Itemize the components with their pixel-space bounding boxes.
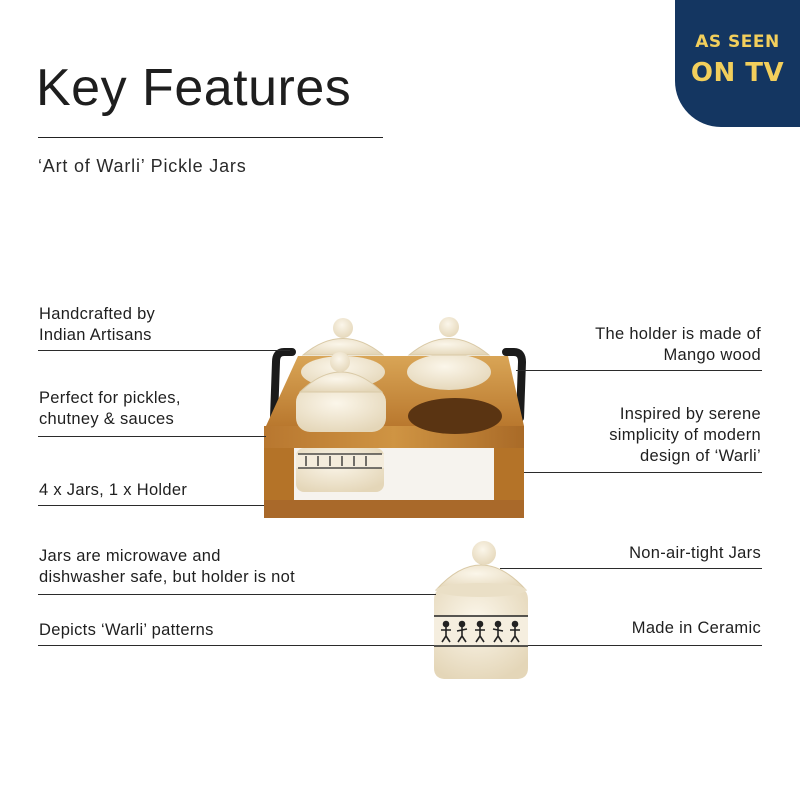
feature-leader-line xyxy=(38,436,266,437)
feature-microwave-safe: Jars are microwave and dishwasher safe, but holder is not xyxy=(39,547,296,586)
holder-set-image xyxy=(264,317,524,518)
feature-mango-wood: The holder is made of Mango wood xyxy=(595,325,761,364)
feature-leader-line xyxy=(528,645,762,646)
feature-ceramic: Made in Ceramic xyxy=(631,619,761,637)
feature-leader-line xyxy=(524,472,762,473)
feature-jars-holder-count: 4 x Jars, 1 x Holder xyxy=(39,481,188,499)
badge-line-2: ON TV xyxy=(690,58,785,88)
feature-leader-line xyxy=(38,350,290,351)
feature-leader-line xyxy=(516,370,762,371)
feature-handcrafted: Handcrafted by Indian Artisans xyxy=(39,305,156,344)
feature-leader-line xyxy=(38,594,436,595)
as-seen-on-tv-badge xyxy=(675,0,800,127)
single-jar-image xyxy=(434,541,528,679)
feature-leader-line xyxy=(500,568,762,569)
feature-warli-design: Inspired by serene simplicity of modern design of ‘Warli’ xyxy=(609,405,761,465)
badge-line-1: AS SEEN xyxy=(695,32,780,52)
page-title: Key Features xyxy=(36,59,352,117)
feature-warli-patterns: Depicts ‘Warli’ patterns xyxy=(39,621,214,639)
feature-leader-line xyxy=(38,505,264,506)
feature-perfect-for-pickles: Perfect for pickles, chutney & sauces xyxy=(39,389,181,428)
feature-non-air-tight: Non-air-tight Jars xyxy=(629,544,761,562)
page-subtitle: ‘Art of Warli’ Pickle Jars xyxy=(38,156,247,176)
title-underline xyxy=(38,137,383,138)
feature-leader-line xyxy=(38,645,434,646)
